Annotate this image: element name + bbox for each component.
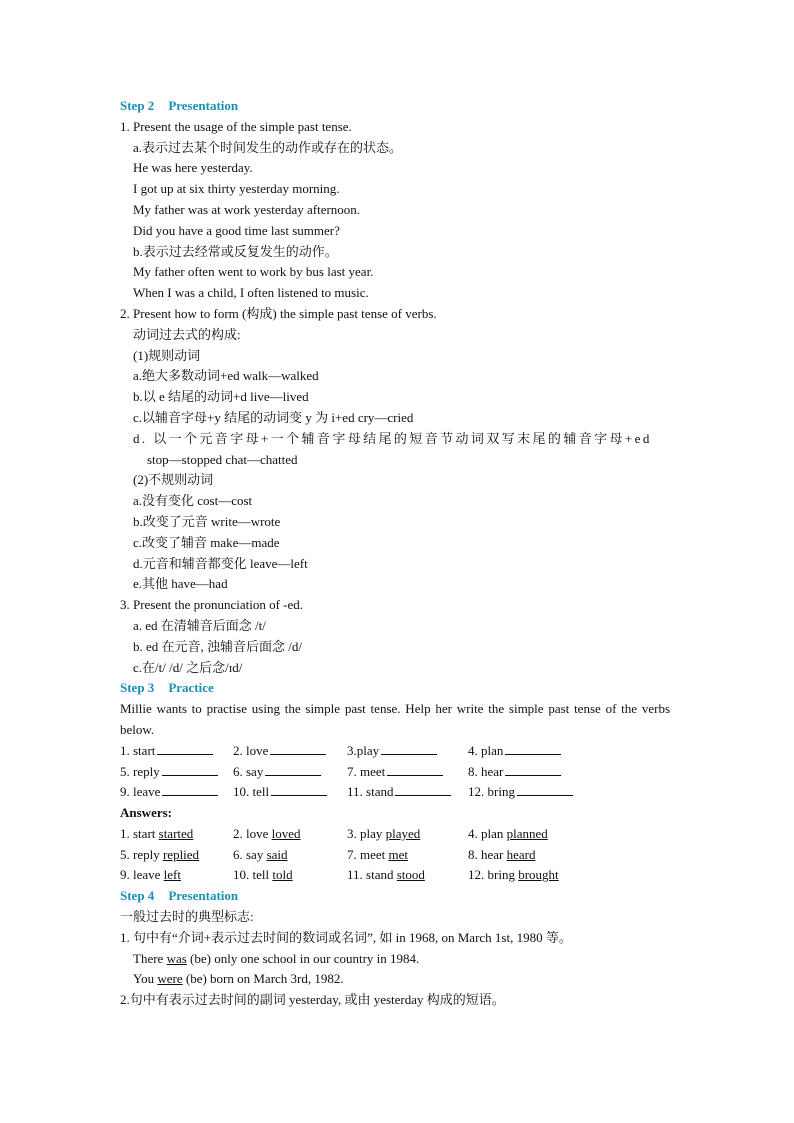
rule-item: b.改变了元音 write—wrote <box>133 513 281 529</box>
exercise-item <box>233 741 347 762</box>
answer-item <box>347 824 468 845</box>
rule-item: c.改变了辅音 make—made <box>133 534 280 550</box>
step-number: Step 3 <box>120 680 155 696</box>
answer-item <box>233 865 347 886</box>
answer-verb: 1. start <box>120 825 159 841</box>
answer-blank[interactable] <box>271 783 327 796</box>
answer-word: said <box>266 846 288 862</box>
document-body <box>120 96 670 1011</box>
paragraph: 2.句中有表示过去时间的副词 yesterday, 或由 yesterday 构成的短语。 <box>120 992 505 1008</box>
exercise-row <box>120 762 670 783</box>
answer-row <box>120 845 670 866</box>
exercise-row <box>120 782 670 803</box>
sentence-part: (be) born on March 3rd, 1982. <box>182 971 344 987</box>
sentence-part: (be) only one school in our country in 1984. <box>186 950 420 966</box>
rule-item: e.其他 have—had <box>133 576 228 592</box>
answer-verb: 5. reply <box>120 846 163 862</box>
exercise-item <box>120 741 233 762</box>
answer-item <box>347 845 468 866</box>
step-title: Presentation <box>168 98 239 113</box>
paragraph: b.表示过去经常或反复发生的动作。 <box>133 243 338 259</box>
answer-blank[interactable] <box>517 783 573 796</box>
answer-verb: 9. leave <box>120 867 164 883</box>
answer-blank[interactable] <box>162 763 218 776</box>
answer-word: started <box>158 825 194 841</box>
example-sentence: My father was at work yesterday afternoon. <box>133 201 361 217</box>
answer-item <box>120 824 233 845</box>
answer-item <box>468 865 588 886</box>
exercise-verb: 12. bring <box>468 784 515 800</box>
exercise-item <box>120 762 233 783</box>
answer-word: were <box>157 971 183 987</box>
example-sentence: When I was a child, I often listened to music. <box>133 285 369 301</box>
rule-example: stop—stopped chat—chatted <box>147 451 298 467</box>
subheading: (1)规则动词 <box>133 347 201 363</box>
answer-blank[interactable] <box>395 783 451 796</box>
exercise-verb: 4. plan <box>468 742 504 758</box>
answer-item <box>468 824 588 845</box>
example-sentence: I got up at six thirty yesterday morning. <box>133 181 340 197</box>
rule-item: d.元音和辅音都变化 leave—left <box>133 555 308 571</box>
example-sentence: My father often went to work by bus last year. <box>133 264 374 280</box>
answer-word: played <box>385 825 421 841</box>
exercise-item <box>468 782 588 803</box>
exercise-verb: 1. start <box>120 742 156 758</box>
rule-item: b. ed 在元音, 浊辅音后面念 /d/ <box>133 638 302 654</box>
answer-verb: 7. meet <box>347 846 389 862</box>
paragraph: 1. 句中有“介词+表示过去时间的数词或名词”, 如 in 1968, on March 1st, 1980 等。 <box>120 929 572 945</box>
answer-blank[interactable] <box>162 783 218 796</box>
rule-item: a. ed 在清辅音后面念 /t/ <box>133 617 266 633</box>
paragraph: 2. Present how to form (构成) the simple past tense of verbs. <box>120 305 437 321</box>
example-sentence: He was here yesterday. <box>133 160 253 176</box>
answer-word: brought <box>518 867 559 883</box>
answer-blank[interactable] <box>381 742 437 755</box>
exercise-verb: 11. stand <box>347 784 394 800</box>
rule-item: c.以辅音字母+y 结尾的动词变 y 为 i+ed cry—cried <box>133 409 414 425</box>
exercise-item <box>347 762 468 783</box>
exercise-item <box>347 741 468 762</box>
answer-blank[interactable] <box>387 763 443 776</box>
answer-blank[interactable] <box>505 763 561 776</box>
paragraph: 1. Present the usage of the simple past tense. <box>120 118 352 134</box>
paragraph: 动词过去式的构成: <box>133 326 241 342</box>
rule-item: d. 以一个元音字母+一个辅音字母结尾的短音节动词双写末尾的辅音字母+ed <box>133 430 652 446</box>
exercise-verb: 10. tell <box>233 784 270 800</box>
rule-item: a.没有变化 cost—cost <box>133 493 253 509</box>
rule-item: b.以 e 结尾的动词+d live—lived <box>133 389 309 405</box>
step3-heading <box>120 678 670 699</box>
answer-item <box>468 845 588 866</box>
answer-item <box>120 865 233 886</box>
step-number: Step 2 <box>120 98 155 113</box>
answer-word: stood <box>396 867 425 883</box>
step-title: Practice <box>168 680 214 696</box>
exercise-item <box>233 762 347 783</box>
exercise-verb: 3.play <box>347 742 380 758</box>
answer-verb: 10. tell <box>233 867 273 883</box>
answer-blank[interactable] <box>157 742 213 755</box>
exercise-verb: 5. reply <box>120 763 160 779</box>
sentence-part: You <box>133 971 158 987</box>
answers-heading: Answers: <box>120 805 172 821</box>
exercise-item <box>347 782 468 803</box>
exercise-verb: 6. say <box>233 763 264 779</box>
answer-item <box>120 845 233 866</box>
step2-heading <box>120 96 670 117</box>
answer-word: told <box>272 867 293 883</box>
exercise-verb: 7. meet <box>347 763 386 779</box>
example-sentence <box>120 949 670 970</box>
exercise-item <box>120 782 233 803</box>
answer-word: replied <box>162 846 200 862</box>
exercise-verb: 9. leave <box>120 784 161 800</box>
answer-row <box>120 824 670 845</box>
rule-item: a.绝大多数动词+ed walk—walked <box>133 368 319 384</box>
exercise-item <box>468 741 588 762</box>
paragraph: a.表示过去某个时间发生的动作或存在的状态。 <box>133 139 403 155</box>
step-number: Step 4 <box>120 888 155 904</box>
answer-verb: 12. bring <box>468 867 519 883</box>
exercise-item <box>233 782 347 803</box>
paragraph: 一般过去时的典型标志: <box>120 909 254 925</box>
answer-blank[interactable] <box>270 742 326 755</box>
step4-heading <box>120 886 670 907</box>
answer-row <box>120 865 670 886</box>
answer-verb: 6. say <box>233 846 267 862</box>
answer-verb: 8. hear <box>468 846 507 862</box>
answer-verb: 3. play <box>347 825 386 841</box>
answer-word: left <box>163 867 181 883</box>
subheading: (2)不规则动词 <box>133 472 214 488</box>
exercise-row <box>120 741 670 762</box>
answer-verb: 4. plan <box>468 825 507 841</box>
step-title: Presentation <box>168 888 239 904</box>
example-sentence: Did you have a good time last summer? <box>133 222 340 238</box>
answer-word: heard <box>506 846 536 862</box>
answer-item <box>233 824 347 845</box>
rule-item: c.在/t/ /d/ 之后念/ɪd/ <box>133 659 243 675</box>
sentence-part: There <box>133 950 167 966</box>
exercise-item <box>468 762 588 783</box>
answer-item <box>233 845 347 866</box>
example-sentence <box>120 969 670 990</box>
paragraph: 3. Present the pronunciation of -ed. <box>120 597 304 613</box>
answer-blank[interactable] <box>505 742 561 755</box>
answer-word: loved <box>271 825 301 841</box>
practice-instructions: Millie wants to practise using the simple past tense. Help her write the simple past tense of the verbs below. <box>120 701 670 737</box>
answer-verb: 11. stand <box>347 867 397 883</box>
exercise-verb: 2. love <box>233 742 269 758</box>
answer-word: was <box>166 950 187 966</box>
answer-word: planned <box>506 825 548 841</box>
answer-blank[interactable] <box>265 763 321 776</box>
exercise-verb: 8. hear <box>468 763 504 779</box>
answer-item <box>347 865 468 886</box>
answer-word: met <box>388 846 409 862</box>
answer-verb: 2. love <box>233 825 272 841</box>
